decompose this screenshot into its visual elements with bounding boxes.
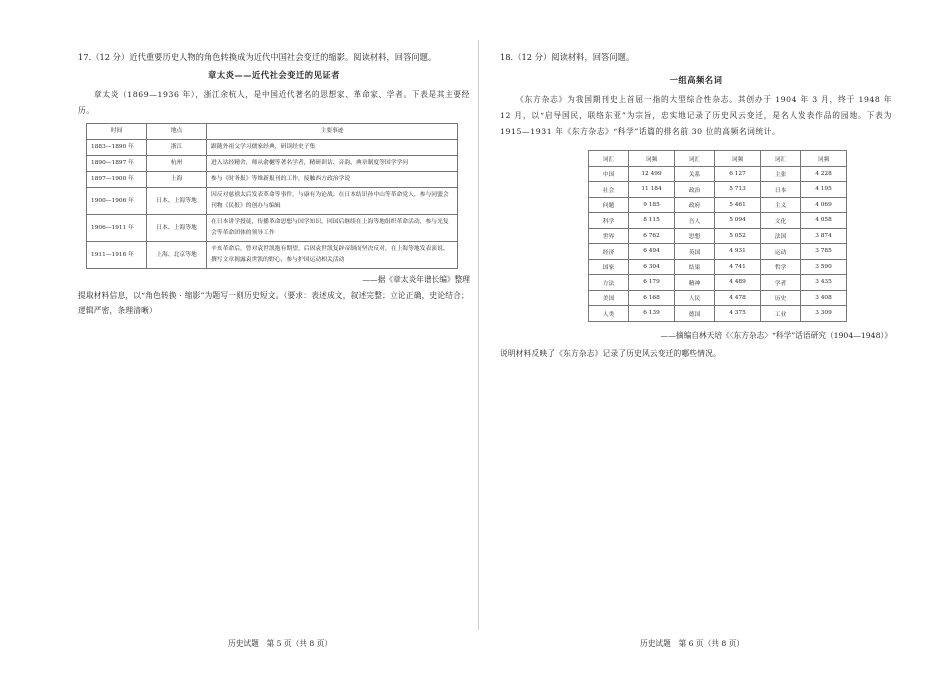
row-time: 1900—1906 年 [87, 188, 147, 215]
frequency-cell: 11 184 [629, 182, 675, 198]
frequency-cell: 4 741 [715, 259, 761, 275]
word-cell: 中国 [589, 166, 629, 182]
frequency-cell: 4 228 [801, 166, 847, 182]
frequency-cell: 4 478 [715, 290, 761, 306]
word-cell: 历史 [761, 290, 801, 306]
frequency-cell: 6 179 [629, 275, 675, 291]
word-cell: 吾人 [675, 213, 715, 229]
row-time: 1906—1911 年 [87, 215, 147, 242]
question-17-source: ——据《章太炎年谱长编》整理 [362, 275, 470, 284]
frequency-cell: 3 309 [801, 306, 847, 322]
frequency-cell: 4 069 [801, 197, 847, 213]
table-row [87, 156, 458, 172]
row-event: 跟随外祖父学习儒家经典，研读经史子集 [207, 140, 458, 156]
left-page-footer: 历史试题 第 5 页（共 8 页） [228, 639, 333, 648]
left-page [78, 0, 470, 688]
frequency-cell: 6 139 [629, 306, 675, 322]
word-cell: 政治 [675, 182, 715, 198]
word-cell: 世界 [589, 228, 629, 244]
question-17-header: 17.（12 分）近代重要历史人物的角色转换成为近代中国社会变迁的缩影。阅读材料，回答问题。 [78, 52, 437, 62]
row-place: 杭州 [147, 156, 207, 172]
word-cell: 问题 [589, 197, 629, 213]
header-time: 时间 [87, 124, 147, 140]
frequency-cell: 3 590 [801, 259, 847, 275]
table-row [589, 306, 847, 322]
row-place: 上海、北京等地 [147, 242, 207, 269]
right-page-footer: 历史试题 第 6 页（共 8 页） [640, 639, 745, 648]
question-18-source: ——摘编自林天培《〈东方杂志〉“科学”话语研究（1904—1948）》 [660, 330, 892, 340]
row-time: 1890—1897 年 [87, 156, 147, 172]
question-18-title: 一组高频名词 [669, 75, 723, 85]
table-row [589, 182, 847, 198]
word-frequency-table [588, 150, 847, 322]
word-cell: 国家 [589, 259, 629, 275]
frequency-cell: 4 931 [715, 244, 761, 260]
table-header-row [87, 124, 458, 140]
row-place: 日本、上海等地 [147, 188, 207, 215]
word-cell: 英国 [675, 244, 715, 260]
frequency-cell: 4 058 [801, 213, 847, 229]
header-word: 词汇 [589, 151, 629, 167]
header-frequency: 词频 [801, 151, 847, 167]
row-event: 进入诂经精舍，师从俞樾等著名学者，精研训诂、音韵、典章制度等国学学问 [207, 156, 458, 172]
row-time: 1911—1916 年 [87, 242, 147, 269]
header-frequency: 词频 [715, 151, 761, 167]
table-row [589, 290, 847, 306]
table-row [589, 244, 847, 260]
frequency-cell: 6 762 [629, 228, 675, 244]
frequency-cell: 6 127 [715, 166, 761, 182]
word-cell: 经济 [589, 244, 629, 260]
header-word: 词汇 [761, 151, 801, 167]
right-page [500, 0, 892, 688]
table-row [589, 259, 847, 275]
word-cell: 运动 [761, 244, 801, 260]
word-cell: 方法 [589, 275, 629, 291]
word-cell: 工业 [761, 306, 801, 322]
word-cell: 哲学 [761, 259, 801, 275]
header-frequency: 词频 [629, 151, 675, 167]
table-row [87, 215, 458, 242]
header-place: 地点 [147, 124, 207, 140]
word-cell: 文化 [761, 213, 801, 229]
question-18-intro: 《东方杂志》为我国期刊史上首屈一指的大型综合性杂志。其创办于 1904 年 3 月，终于 1948 年 12 月，以“启导国民，联络东亚”为宗旨，忠实地记录了历史风云变迁，是名人发表作品的园地。下表为 1915—1931 年《东方杂志》“科学”话篇的排名前 30 位的高频名词统计。 [500, 95, 892, 136]
word-cell: 科学 [589, 213, 629, 229]
table-row [87, 172, 458, 188]
table-row [589, 275, 847, 291]
row-event: 因反对慈禧太后发表革命等事件，与康有为论战。在日本结识孙中山等革命党人，参与同盟会刊物《民报》的创办与编辑 [207, 188, 458, 215]
frequency-cell: 3 408 [801, 290, 847, 306]
frequency-cell: 3 874 [801, 228, 847, 244]
row-time: 1897—1900 年 [87, 172, 147, 188]
frequency-cell: 3 785 [801, 244, 847, 260]
word-cell: 人民 [675, 290, 715, 306]
row-place: 浙江 [147, 140, 207, 156]
frequency-cell: 4 489 [715, 275, 761, 291]
frequency-cell: 6 304 [629, 259, 675, 275]
table-row [87, 140, 458, 156]
question-18-header: 18.（12 分）阅读材料，回答问题。 [500, 52, 635, 62]
word-cell: 主义 [761, 197, 801, 213]
word-cell: 学者 [761, 275, 801, 291]
page-divider [478, 40, 479, 630]
biography-table [86, 123, 458, 269]
frequency-cell: 3 435 [801, 275, 847, 291]
frequency-cell: 4 195 [801, 182, 847, 198]
row-event: 辛亥革命后，曾对袁世凯抱有期望，后因袁世凯复辟帝制而坚决反对，在上海等地发表演说、撰写文章揭露袁世凯的野心，参与护国运动相关活动 [207, 242, 458, 269]
table-header-row [589, 151, 847, 167]
row-event: 在日本讲学授徒，传播革命思想与国学知识，回国后继续在上海等地组织革命活动，参与光复会等革命团体的领导工作 [207, 215, 458, 242]
question-17-intro: 章太炎（1869—1936 年），浙江余杭人，是中国近代著名的思想家、革命家、学者。下表是其主要经历。 [78, 90, 470, 115]
word-cell: 主张 [761, 166, 801, 182]
word-cell: 社会 [589, 182, 629, 198]
frequency-cell: 6 494 [629, 244, 675, 260]
word-cell: 法国 [761, 228, 801, 244]
table-row [589, 166, 847, 182]
header-event: 主要事迹 [207, 124, 458, 140]
table-row [87, 188, 458, 215]
table-row [589, 213, 847, 229]
word-cell: 美国 [589, 290, 629, 306]
question-17-instruction: 提取材料信息，以“角色转换 · 缩影”为题写一则历史短文。（要求：表述成文，叙述完整；立论正确，史论结合；逻辑严密，条理清晰） [78, 291, 469, 315]
table-row [589, 197, 847, 213]
frequency-cell: 9 185 [629, 197, 675, 213]
frequency-cell: 4 375 [715, 306, 761, 322]
frequency-cell: 5 461 [715, 197, 761, 213]
word-cell: 德国 [675, 306, 715, 322]
frequency-cell: 12 499 [629, 166, 675, 182]
question-18-instruction: 说明材料反映了《东方杂志》记录了历史风云变迁的哪些情况。 [500, 348, 721, 358]
frequency-cell: 8 115 [629, 213, 675, 229]
table-row [87, 242, 458, 269]
word-cell: 人类 [589, 306, 629, 322]
frequency-cell: 5 713 [715, 182, 761, 198]
row-time: 1883—1890 年 [87, 140, 147, 156]
question-17-title: 章太炎——近代社会变迁的见证者 [208, 70, 340, 80]
word-cell: 政府 [675, 197, 715, 213]
frequency-cell: 5 052 [715, 228, 761, 244]
table-row [589, 228, 847, 244]
word-cell: 日本 [761, 182, 801, 198]
frequency-cell: 5 094 [715, 213, 761, 229]
word-cell: 关系 [675, 166, 715, 182]
word-cell: 精神 [675, 275, 715, 291]
header-word: 词汇 [675, 151, 715, 167]
word-cell: 思想 [675, 228, 715, 244]
row-event: 参与《时务报》等维新报刊的工作，接触西方政治学说 [207, 172, 458, 188]
frequency-cell: 6 168 [629, 290, 675, 306]
row-place: 上海 [147, 172, 207, 188]
row-place: 日本、上海等地 [147, 215, 207, 242]
word-cell: 结果 [675, 259, 715, 275]
